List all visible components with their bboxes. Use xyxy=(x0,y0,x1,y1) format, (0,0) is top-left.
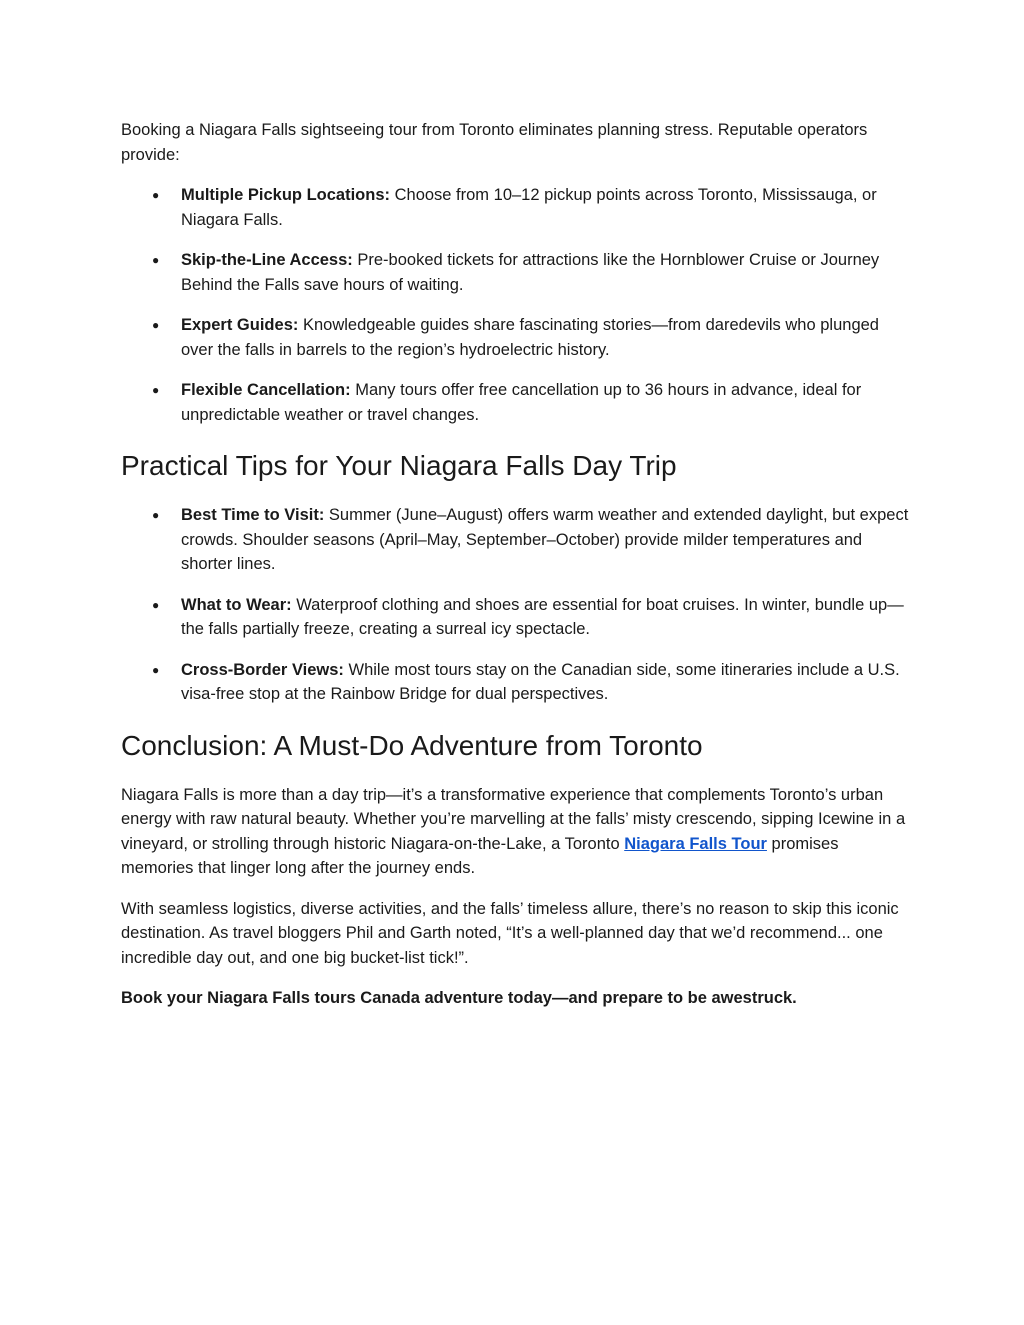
list-item xyxy=(121,378,911,427)
item-term: Best Time to Visit: xyxy=(181,506,325,524)
item-text: Choose from 10–12 pickup points across Toronto, Mississauga, or Niagara Falls. xyxy=(181,186,877,229)
item-text: Many tours offer free cancellation up to 36 hours in advance, ideal for unpredictable weather or travel changes. xyxy=(181,381,862,424)
list-item xyxy=(121,313,911,362)
niagara-falls-tour-link[interactable]: Niagara Falls Tour xyxy=(624,834,767,853)
item-term: Cross-Border Views: xyxy=(181,660,344,679)
list-item xyxy=(121,503,911,577)
bullet-icon: ● xyxy=(152,253,160,267)
operator-features-list xyxy=(121,183,911,427)
conclusion-paragraph-1 xyxy=(121,783,911,881)
document-body xyxy=(121,118,911,1011)
item-text: Pre-booked tickets for attractions like the Hornblower Cruise or Journey Behind the Falls save hours of waiting. xyxy=(181,251,880,294)
closing-call-to-action: Book your Niagara Falls tours Canada adventure today—and prepare to be awestruck. xyxy=(121,989,797,1007)
bullet-icon: ● xyxy=(152,662,160,677)
item-text: Summer (June–August) offers warm weather and extended daylight, but expect crowds. Shoulder seasons (April–May, September–October) provide milder temperatures and shorter lines. xyxy=(181,506,909,573)
item-text: While most tours stay on the Canadian side, some itineraries include a U.S. visa-free stop at the Rainbow Bridge for dual perspectives. xyxy=(181,660,900,703)
bullet-icon: ● xyxy=(152,318,160,332)
tips-heading: Practical Tips for Your Niagara Falls Day Trip xyxy=(121,450,677,481)
bullet-icon: ● xyxy=(152,383,160,397)
conclusion-paragraph-2: With seamless logistics, diverse activities, and the falls’ timeless allure, there’s no reason to skip this iconic destination. As travel bloggers Phil and Garth noted, “It’s a well-planned day that we’d recommend... one incredible day out, and one big bucket-list tick!”. xyxy=(121,899,899,967)
bullet-icon: ● xyxy=(152,508,160,522)
list-item xyxy=(121,593,911,642)
item-text: Waterproof clothing and shoes are essential for boat cruises. In winter, bundle up—the falls partially freeze, creating a surreal icy spectacle. xyxy=(181,595,904,638)
item-term: Skip-the-Line Access: xyxy=(181,251,353,269)
intro-paragraph: Booking a Niagara Falls sightseeing tour from Toronto eliminates planning stress. Reputable operators provide: xyxy=(121,121,868,164)
list-item xyxy=(121,183,911,232)
tips-list xyxy=(121,503,911,707)
bullet-icon: ● xyxy=(152,188,160,202)
list-item xyxy=(121,248,911,297)
list-item xyxy=(121,658,911,707)
item-term: Multiple Pickup Locations: xyxy=(181,186,391,204)
paragraph-text: promises memories that linger long after the journey ends. xyxy=(121,834,839,877)
bullet-icon: ● xyxy=(152,597,160,612)
conclusion-heading: Conclusion: A Must-Do Adventure from Toronto xyxy=(121,729,703,761)
paragraph-text: Niagara Falls is more than a day trip—it’s a transformative experience that complements Toronto’s urban energy with raw natural beauty. Whether you’re marvelling at the falls’ misty crescendo, sipping Icewine in a vineyard, or strolling through historic Niagara-on-the-Lake, a Toronto xyxy=(121,785,906,853)
item-term: Flexible Cancellation: xyxy=(181,381,351,399)
item-term: Expert Guides: xyxy=(181,316,299,334)
item-text: Knowledgeable guides share fascinating stories—from daredevils who plunged over the falls in barrels to the region’s hydroelectric history. xyxy=(181,316,879,359)
item-term: What to Wear: xyxy=(181,595,292,614)
